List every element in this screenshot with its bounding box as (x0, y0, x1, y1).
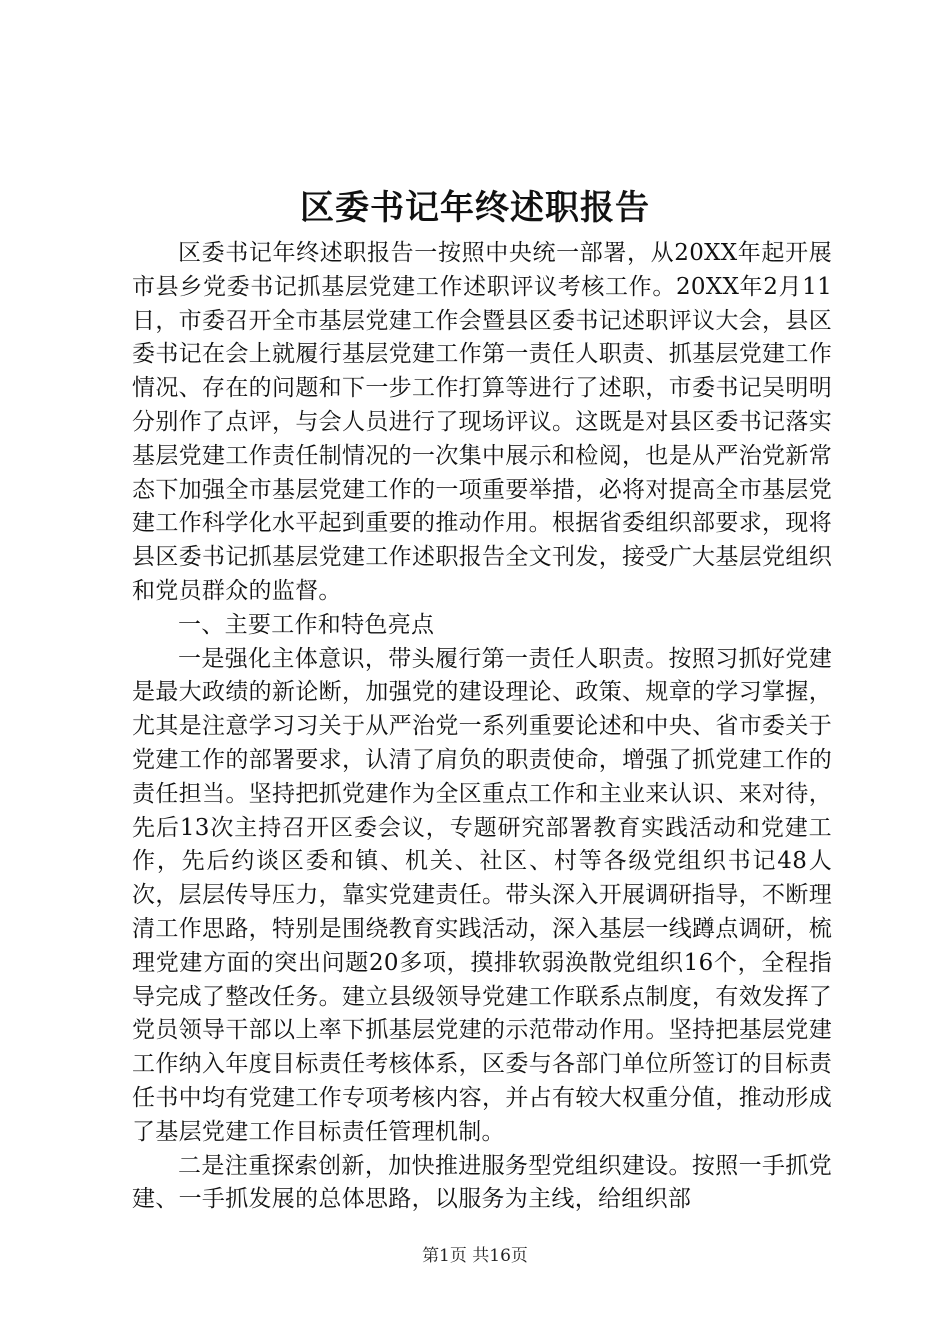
section-heading: 一、主要工作和特色亮点 (178, 611, 435, 638)
paragraph-item-2: 二是注重探索创新，加快推进服务型党组织建设。按照一手抓党建、一手抓发展的总体思路，以服务为主线，给组织部 (132, 1152, 832, 1213)
paragraph-item-1: 一是强化主体意识，带头履行第一责任人职责。按照习抓好党建是最大政绩的新论断，加强党的建设理论、政策、规章的学习掌握，尤其是注意学习习关于从严治党一系列重要论述和中央、省市委关于党建工作的部署要求，认清了肩负的职责使命，增强了抓党建工作的责任担当。坚持把抓党建作为全区重点工作和主业来认识、来对待，先后13次主持召开区委会议，专题研究部署教育实践活动和党建工作，先后约谈区委和镇、机关、社区、村等各级党组织书记48人次，层层传导压力，靠实党建责任。带头深入开展调研指导，不断理清工作思路，特别是围绕教育实践活动，深入基层一线蹲点调研，梳理党建方面的突出问题20多项，摸排软弱涣散党组织16个，全程指导完成了整改任务。建立县级领导党建工作联系点制度，有效发挥了党员领导干部以上率下抓基层党建的示范带动作用。坚持把基层党建工作纳入年度目标责任考核体系，区委与各部门单位所签订的目标责任书中均有党建工作专项考核内容，并占有较大权重分值，推动形成了基层党建工作目标责任管理机制。 (132, 645, 832, 1145)
page-footer: 第1页 共16页 (422, 1246, 528, 1266)
document-body (132, 237, 832, 1217)
paragraph-intro: 区委书记年终述职报告一按照中央统一部署，从20XX年起开展市县乡党委书记抓基层党建工作述职评议考核工作。20XX年2月11日，市委召开全市基层党建工作会暨县区委书记述职评议大会，县区委书记在会上就履行基层党建工作第一责任人职责、抓基层党建工作情况、存在的问题和下一步工作打算等进行了述职，市委书记吴明明分别作了点评，与会人员进行了现场评议。这既是对县区委书记落实基层党建工作责任制情况的一次集中展示和检阅，也是从严治党新常态下加强全市基层党建工作的一项重要举措，必将对提高全市基层党建工作科学化水平起到重要的推动作用。根据省委组织部要求，现将县区委书记抓基层党建工作述职报告全文刊发，接受广大基层党组织和党员群众的监督。 (132, 240, 832, 604)
document-title: 区委书记年终述职报告 (300, 188, 650, 228)
